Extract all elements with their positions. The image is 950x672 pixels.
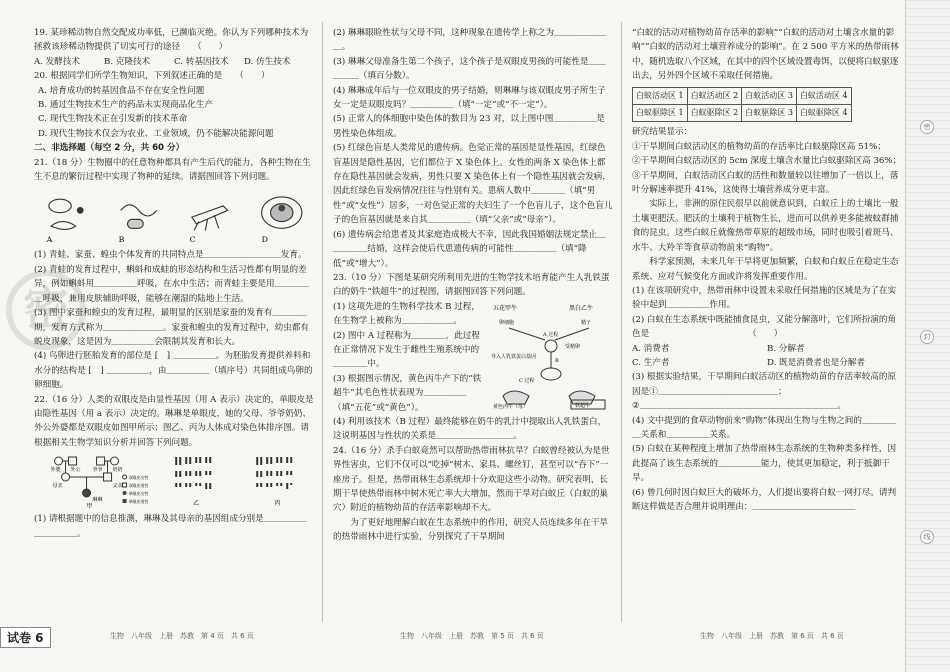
figure-label: A — [46, 235, 53, 245]
flow-label: C 过程 — [519, 377, 535, 384]
flow-label: 精子 — [581, 319, 592, 326]
flow-label: 卵细胞 — [499, 319, 515, 326]
option[interactable]: D. 现代生物技术仅会为农业、工业领域，仍不能解决能源问题 — [38, 128, 274, 139]
pedigree-chart — [34, 453, 153, 509]
pedigree-label: 琳琳 — [92, 497, 103, 504]
karyotype-female — [159, 453, 233, 509]
column-page-5 — [333, 26, 613, 545]
strip-mark: 密 — [920, 120, 934, 134]
q22-part1: (1) 请根据题中的信息推测，琳琳及其母亲的基因组成分别是＿＿＿＿＿＿＿＿＿＿。 — [34, 514, 307, 539]
pedigree-label: 父亲 — [112, 483, 123, 490]
q22-part3: (3) 琳琳父母准备生第二个孩子，这个孩子是双眼皮男孩的可能性是＿＿＿＿＿（填百分数）。 — [333, 56, 606, 82]
section-heading: 二、非选择题（每空 2 分，共 60 分） — [34, 143, 185, 154]
figure-label: C — [189, 235, 196, 245]
page-footer: 生物 八年级 上册 苏教 第 6 页 共 6 页 — [700, 632, 844, 640]
q24-part1: (1) 在该项研究中，热带雨林中设置未采取任何措施的区域是为了在实验中起到＿＿＿＿＿作用。 — [632, 285, 897, 311]
legend-label: 单眼皮女性 — [128, 491, 149, 497]
q21-part2: (2) 青蛙的发育过程中，蝌蚪和成蛙的形态结构和生活习性都有明显的差异，例如蝌蚪用＿＿＿＿＿呼吸，在水中生活；而青蛙主要是用＿＿＿＿＿呼吸，兼用皮肤辅助呼吸，能够在潮湿的陆地上生活。 — [34, 264, 310, 304]
legend-label: 单眼皮男性 — [128, 499, 149, 505]
figure-label: 乙 — [193, 500, 200, 508]
q24-part5: (5) 白蚁在某种程度上增加了热带雨林生态系统的生物种类多样性，因此提高了该生态系统的＿＿＿＿＿能力，使其更加稳定，利于抵御干旱。 — [632, 444, 897, 484]
table-cell: 白蚁驱除区 4 — [796, 105, 851, 122]
figure-label: 丙 — [273, 500, 280, 508]
q21-figure — [34, 188, 314, 244]
pedigree-label: 母亲 — [52, 483, 63, 490]
table-cell: 白蚁驱除区 3 — [742, 105, 797, 122]
q24-part3b: ②＿＿＿＿＿＿＿＿＿＿＿＿＿＿＿＿＿＿＿＿＿＿＿。 — [632, 401, 846, 412]
flow-label: A 过程 — [543, 331, 559, 338]
q22-part4: (4) 琳琳成年后与一位双眼皮的男子结婚，则琳琳与该双眼皮男子所生子女一定是双眼皮吗？＿＿＿＿＿（填“一定”或“不一定”）。 — [333, 85, 606, 111]
flow-label: B — [555, 357, 559, 364]
silkworm-cycle-illustration — [106, 188, 172, 244]
q22-part5: (5) 正常人的体细胞中染色体的数目为 23 对，以上图中图＿＿＿＿＿是男性染色体组成。 — [333, 114, 605, 139]
option[interactable]: D. 既是消费者也是分解者 — [767, 357, 865, 368]
option[interactable]: C. 生产者 — [632, 357, 670, 368]
table-cell: 白蚁活动区 3 — [742, 87, 797, 104]
experiment-region-table — [632, 87, 852, 123]
option[interactable]: A. 消费者 — [632, 343, 670, 354]
option[interactable]: A. 发酵技术 — [34, 56, 81, 67]
q24-part2-options — [632, 342, 902, 356]
option[interactable]: B. 通过生物技术生产的药品未实现商品化生产 — [38, 100, 214, 111]
q23-part1: (1) 这项先进的生物科学技术 B 过程，在生物学上被称为＿＿＿＿＿＿。 — [333, 301, 480, 327]
legend-label: 双眼皮女性 — [128, 475, 149, 481]
flow-label: 铁超牛 — [575, 402, 591, 409]
q22-part6: (5) 红绿色盲是人类常见的遗传病。色觉正常的基因是显性基因，红绿色盲基因是隐性基因，它们都位于 X 染色体上。女性的两条 X 染色体上都存在隐性基因就会发病，男性只要 X 染色体上有一个隐性基因就会发病，因此红绿色盲发病情况往往与性别有关。患病人数中＿＿＿＿（填“男性”或“女性”）居多，一对色觉正常的夫妇生了一个色盲儿子，这个色盲儿子的色盲基因就是来自其＿＿＿＿＿（填“父亲”或“母亲”）。 — [333, 143, 613, 226]
q24-paragraph: “白蚁的活动对植物幼苗存活率的影响”“白蚁的活动对土壤含水量的影响”“白蚁的活动对土壤营养成分的影响”。在 2 500 平方米的热带雨林中，随机选取八个区域，在其中的四个区域设置毒饵，以便将白蚁驱逐出去，另外四个区域不采取任何措施。 — [632, 28, 899, 82]
q21-stem: 21.（18 分）生物圈中的任意物种都具有产生后代的能力，各种生物在生生不息的繁衍过程中实现了物种的延续。请据图回答下列问题。 — [34, 157, 311, 183]
q22-part2: (2) 琳琳眼睑性状与父母不同，这种现象在遗传学上称之为＿＿＿＿＿＿＿。 — [333, 28, 606, 53]
strip-mark: 封 — [920, 330, 934, 344]
option[interactable]: D. 仿生技术 — [244, 56, 291, 67]
figure-label: D — [261, 235, 268, 245]
table-row — [633, 105, 852, 122]
locust-cycle-illustration — [177, 188, 243, 244]
table-cell: 白蚁驱除区 2 — [687, 105, 742, 122]
flow-label: 导入人乳铁蛋白基因 — [491, 353, 537, 360]
watermark-seal: 密 — [6, 270, 86, 350]
cloning-flow-diagram — [489, 300, 613, 410]
paper-tag: 试卷 6 — [0, 627, 51, 648]
q23-part2: (2) 图中 A 过程称为＿＿＿＿，此过程在正常情况下发生于雌性生殖系统中的＿＿＿＿中。 — [333, 330, 480, 370]
page-footer: 生物 八年级 上册 苏教 第 4 页 共 6 页 — [110, 632, 254, 640]
flow-label: 黑白乙牛 — [569, 304, 594, 312]
q22-stem: 22.（16 分）人类的双眼皮是由显性基因（用 A 表示）决定的，单眼皮是由隐性基因（用 a 表示）决定的。琳琳是单眼皮，她的父母、爷爷奶奶、外公外婆都是双眼皮如图甲所示；图乙、丙为人体成对染色体排序图。请根据相关生物学知识分析并回答下列问题。 — [34, 394, 314, 448]
table-cell: 白蚁活动区 2 — [687, 87, 742, 104]
strip-mark: 线 — [920, 530, 934, 544]
flow-label: 黄色丙牛（母） — [493, 403, 529, 410]
legend-label: 双眼皮男性 — [128, 483, 149, 489]
q23-part3: (3) 根据图示情况，黄色丙牛产下的“铁超牛”其毛色性状表现为＿＿＿＿＿（填“五花”或“黄色”）。 — [333, 373, 482, 413]
table-cell: 白蚁活动区 4 — [796, 87, 851, 104]
q19-stem: 19. 某珍稀动物自然交配成功率低，已濒临灭绝。你认为下列哪种技术为拯救该珍稀动物提供了切实可行的途径 （ ） — [34, 28, 309, 53]
q20-stem: 20. 根据同学们所学生物知识，下列叙述正确的是 （ ） — [34, 71, 270, 82]
q23-stem: 23.（10 分）下图是某研究所利用先进的生物学技术培育能产生人乳铁蛋白的奶牛“铁超牛”的过程图，请据图回答下列问题。 — [333, 272, 610, 298]
results-heading: 研究结果显示： — [632, 127, 693, 138]
page-footer: 生物 八年级 上册 苏教 第 5 页 共 6 页 — [400, 632, 544, 640]
q21-part4: (4) 鸟卵进行胚胎发育的部位是 [ ] ＿＿＿＿＿。为胚胎发育提供养料和水分的结构是 [ ] ＿＿＿＿＿，由＿＿＿＿＿（填序号）共同组成鸟卵的卵细胞。 — [34, 351, 313, 391]
q19-options — [34, 55, 314, 69]
flow-label: 五花甲牛 — [493, 304, 518, 312]
option[interactable]: B. 克隆技术 — [104, 56, 151, 67]
q24-stem: 24.（16 分）杀手白蚁竟然可以帮助热带雨林抗旱？白蚁曾经被认为是世界性害虫，它们不仅可以“吃掉”树木、家具、螺丝钉，甚至可以“吞下”一座房子。但是，热带雨林生态系统却十分欢迎这些小动物。研究表明，长期干旱使热带雨林中树木死亡率大大增加，然而干旱对白蚁丘（白蚁的巢穴）附近的植物幼苗的存活率影响却不大。 — [333, 445, 610, 514]
q21-part3: (3) 图中家蚕和蝗虫的发育过程，最明显的区别是家蚕的发育有＿＿＿＿期，发育方式称为＿＿＿＿＿＿＿。家蚕和蝗虫的发育过程中，幼虫都有蜕皮现象，这是因为＿＿＿＿＿会限制其发育和长大。 — [34, 308, 310, 347]
result-item: ①干旱期间白蚁活动区的植物幼苗的存活率比白蚁驱除区高 51%； — [632, 141, 886, 152]
pedigree-label: 外婆 — [50, 467, 61, 474]
column-divider — [322, 22, 323, 622]
q22-part7: (6) 遗传病会给患者及其家庭造成极大不幸，因此我国婚姻法规定禁止＿＿＿＿＿结婚，这样会使后代患遗传病的可能性＿＿＿＿＿（填“降低”或“增大”）。 — [333, 229, 606, 269]
q24-paragraph: 为了更好地理解白蚁在生态系统中的作用，研究人员连续多年在干旱的热带雨林中进行实验，分别探究了干旱期间 — [333, 517, 609, 543]
q21-part1: (1) 青蛙、家蚕、蝗虫个体发育的共同特点是＿＿＿＿＿＿＿＿＿发育。 — [34, 250, 307, 261]
q24-paragraph: 科学家预测，未来几年干旱将更加频繁，白蚁和白蚁丘在稳定生态系统、应对气候变化方面或许将发挥重要作用。 — [632, 257, 899, 282]
column-page-4 — [34, 26, 314, 541]
pedigree-label: 爷爷 — [92, 467, 103, 474]
q23-part4: (4) 利用该技术（B 过程）最终能够在奶牛的乳汁中提取出人乳铁蛋白，这说明基因与性状的关系是＿＿＿＿＿＿＿＿＿。 — [333, 416, 607, 442]
figure-label: B — [118, 235, 124, 245]
table-cell: 白蚁活动区 1 — [633, 87, 688, 104]
pedigree-label: 奶奶 — [112, 467, 123, 474]
column-divider — [621, 22, 622, 622]
karyotype-male — [240, 453, 314, 509]
table-cell: 白蚁驱除区 1 — [633, 105, 688, 122]
q24-part6: (6) 曾几何时因白蚁巨大的破坏力，人们提出要将白蚁一网打尽。请判断这样做是否合理并说明理由：＿＿＿＿＿＿＿＿＿＿＿＿ — [632, 487, 897, 512]
option[interactable]: B. 分解者 — [767, 343, 805, 354]
result-item: ③干旱期间，白蚁活动区白蚁的活性和数量较以往增加了一倍以上，落叶分解速率提升 41%，这使得土壤营养成分更丰富。 — [632, 170, 899, 196]
figure-label: 甲 — [86, 503, 93, 510]
q24-part2: (2) 白蚁在生态系统中既能捕食昆虫，又能分解落叶，它们所扮演的角色是 （ ） — [632, 314, 897, 340]
option[interactable]: C. 转基因技术 — [174, 56, 229, 67]
option[interactable]: C. 现代生物技术正在引发新的技术革命 — [38, 114, 188, 125]
q24-part4: (4) 文中提到的食草动物前来“购物”体现出生物与生物之间的＿＿＿＿＿关系和＿＿＿＿＿关系。 — [632, 415, 897, 440]
option[interactable]: A. 培育成功的转基因食品不存在安全性问题 — [38, 85, 205, 96]
q24-part2-options — [632, 356, 902, 370]
q24-part3: (3) 根据实验结果，干旱期间白蚁活动区的植物幼苗的存活率较高的原因是①＿＿＿＿＿＿＿＿＿＿＿＿＿＿； — [632, 372, 897, 397]
q24-paragraph: 实际上，非洲的原住民很早以前就意识到，白蚁丘上的土壤比一般土壤更肥沃。肥沃的土壤利于植物生长，进而可以供养更多能被蚊群捕食的昆虫。这些白蚁丘就像热带草原的超级市场，同时也吸引着斑马、水牛、大羚羊等食草动物前来“购物”。 — [632, 199, 899, 253]
frog-cycle-illustration — [34, 188, 100, 244]
q22-figures — [34, 453, 314, 509]
pedigree-label: 外公 — [70, 467, 81, 474]
flow-label: 受精卵 — [565, 343, 581, 350]
result-item: ②干旱期间白蚁活动区的 5cm 深度土壤含水量比白蚁驱除区高 36%； — [632, 156, 902, 167]
column-page-6 — [632, 26, 902, 514]
table-row — [633, 87, 852, 104]
bird-egg-structure — [249, 188, 315, 244]
